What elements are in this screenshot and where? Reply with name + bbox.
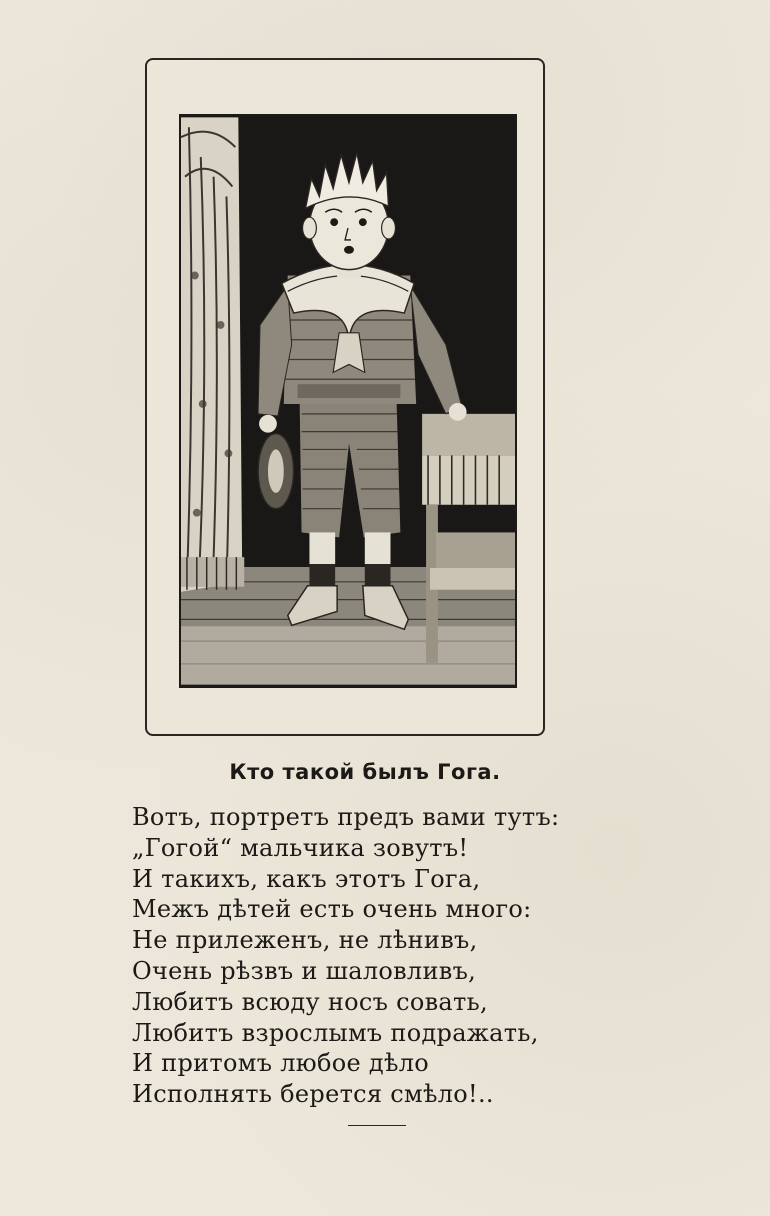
illustration-drawing: [181, 116, 515, 686]
poem-line: Любитъ всюду носъ совать,: [132, 987, 488, 1016]
illustration-boy-in-sailor-suit: [179, 114, 517, 688]
poem-line: „Гогой“ мальчика зовутъ!: [132, 833, 469, 862]
chapter-title: Кто такой былъ Гога.: [229, 760, 501, 784]
poem-line: Очень рѣзвъ и шаловливъ,: [132, 956, 477, 985]
poem-line: И притомъ любое дѣло: [132, 1049, 430, 1078]
poem-line: Любитъ взрослымъ подражать,: [132, 1018, 539, 1047]
illustration-frame: [145, 58, 545, 736]
poem-line: И такихъ, какъ этотъ Гога,: [132, 864, 481, 893]
poem-line: Исполнять берется смѣло!..: [132, 1080, 494, 1109]
poem-line: Не прилеженъ, не лѣнивъ,: [132, 926, 478, 955]
end-divider: [348, 1125, 406, 1126]
poem-line: Межъ дѣтей есть очень много:: [132, 895, 532, 924]
poem: [132, 802, 652, 1110]
poem-line: Вотъ, портретъ предъ вами тутъ:: [132, 803, 560, 831]
